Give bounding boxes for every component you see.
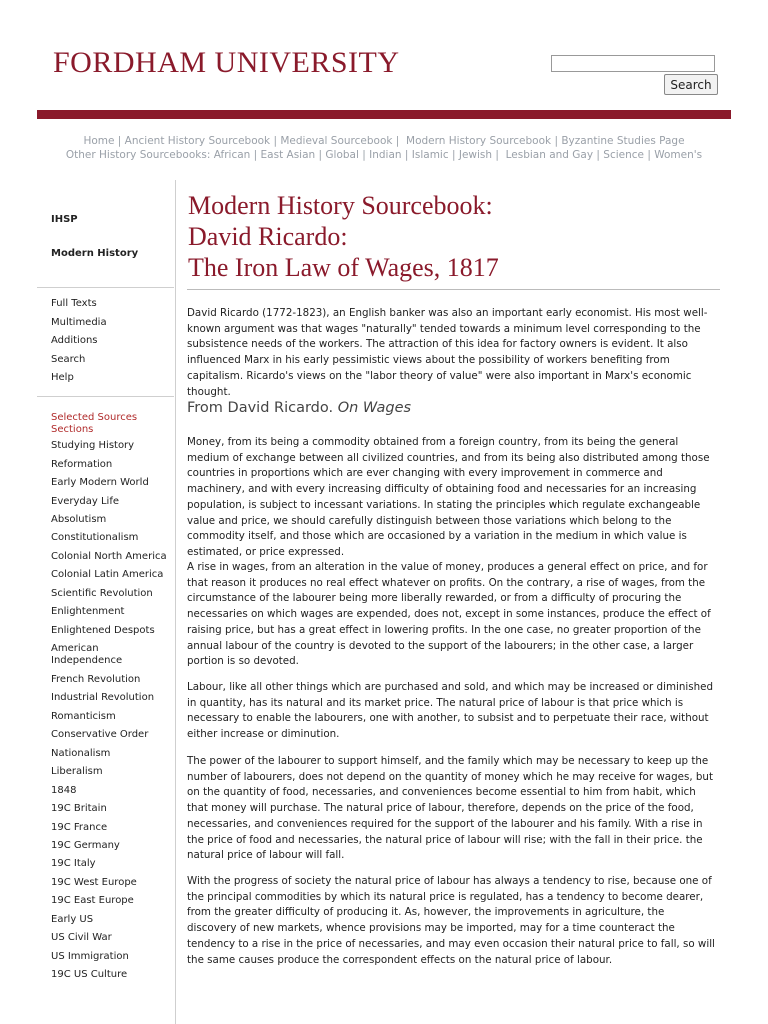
sidebar-sections-heading: Selected Sources Sections [51, 412, 138, 435]
sidebar-section-link[interactable]: 19C Britain [51, 803, 107, 814]
page-title [188, 190, 728, 283]
subheading-work-title: On Wages [337, 400, 412, 416]
sidebar-link-full-texts[interactable]: Full Texts [51, 298, 97, 309]
sidebar-link-help[interactable]: Help [51, 372, 74, 383]
nav-link-global[interactable]: Global [325, 149, 359, 161]
nav-link-womens[interactable]: Women's [654, 149, 703, 161]
search-button[interactable]: Search [664, 74, 718, 95]
intro-paragraph: David Ricardo (1772-1823), an English banker was also an important early economist. His most well-known argument was that wages "naturally" tended towards a minimum level corresponding to the subsistence needs of the workers. The attraction of this idea for factory owners is evident. It also influenced Marx in his early pessimistic views about the possibility of workers benefiting from capitalism. Ricardo's views on the "labor theory of value" were also important in Marx's economic thought. [187, 307, 708, 398]
nav-link-lesbian-gay[interactable]: Lesbian and Gay [505, 149, 594, 161]
nav-link-indian[interactable]: Indian [369, 149, 402, 161]
section-subheading [187, 400, 411, 416]
sidebar-section-link[interactable]: Conservative Order [51, 729, 149, 740]
sidebar-section-link[interactable]: Enlightened Despots [51, 625, 155, 636]
sidebar-section-link[interactable]: Early US [51, 914, 94, 925]
title-divider [187, 289, 720, 290]
sidebar-section-link[interactable]: 19C West Europe [51, 877, 137, 888]
header-divider-bar [37, 110, 731, 119]
fordham-logo[interactable]: FORDHAM UNIVERSITY [53, 46, 400, 79]
sidebar-section-link[interactable]: French Revolution [51, 674, 141, 685]
nav-link-jewish[interactable]: Jewish [458, 149, 493, 161]
sidebar-section-link[interactable]: 19C East Europe [51, 895, 134, 906]
sidebar-section-link[interactable]: Scientific Revolution [51, 588, 153, 599]
sidebar-section-link[interactable]: US Civil War [51, 932, 112, 943]
sidebar-link-search[interactable]: Search [51, 354, 86, 365]
sidebar-link-additions[interactable]: Additions [51, 335, 98, 346]
sidebar-divider [37, 287, 174, 288]
title-line: The Iron Law of Wages, 1817 [188, 253, 499, 282]
nav-link-science[interactable]: Science [603, 149, 644, 161]
subheading-prefix: From David Ricardo. [187, 400, 334, 416]
nav-link-african[interactable]: Other History Sourcebooks: African [65, 149, 251, 161]
sidebar-section-link[interactable]: 19C France [51, 822, 108, 833]
nav-link-byzantine[interactable]: Byzantine Studies Page [561, 135, 685, 147]
title-line: David Ricardo: [188, 222, 348, 251]
nav-row-1: Home | Ancient History Sourcebook | Medieval Sourcebook | Modern History Sourcebook | Byzantine Studies Page [83, 135, 685, 147]
nav-link-east-asian[interactable]: East Asian [260, 149, 316, 161]
sidebar-divider [37, 396, 174, 397]
sidebar-section-link[interactable]: Colonial Latin America [51, 569, 164, 580]
sidebar-section-link[interactable]: Colonial North America [51, 551, 167, 562]
nav-row-2: Other History Sourcebooks: African | East Asian | Global | Indian | Islamic | Jewish | Lesbian and Gay | Science | Women's [65, 149, 703, 161]
body-paragraph: A rise in wages, from an alteration in the value of money, produces a general effect on price, and for that reason it produces no real effect whatever on profits. On the contrary, a rise of wages, from the circumstance of the labourer being more liberally rewarded, or from a difficulty of procuring the necessaries on which wages are expended, does not, except in some instances, produce the effect of raising price, but has a great effect in lowering profits. In the one case, no greater proportion of the annual labour of the country is devoted to the support of the labourers; in the other case, a larger portion is so devoted. [187, 561, 711, 668]
sourcebook-nav [37, 134, 731, 162]
sidebar-section-link[interactable]: 19C Germany [51, 840, 120, 851]
sidebar-section-link[interactable]: Industrial Revolution [51, 692, 155, 703]
title-line: Modern History Sourcebook: [188, 191, 493, 220]
nav-link-home[interactable]: Home [83, 135, 115, 147]
body-paragraph: With the progress of society the natural price of labour has always a tendency to rise, because one of the principal commodities by which its natural price is regulated, has a tendency to become dearer, from the greater difficulty of producing it. As, however, the improvements in agriculture, the discovery of new markets, whence provisions may be imported, may for a time counteract the tendency to a rise in the price of necessaries, and may even occasion their natural price to fall, so will the same causes produce the correspondent effects on the natural price of labour. [187, 875, 715, 966]
nav-link-islamic[interactable]: Islamic [411, 149, 449, 161]
body-paragraph: Labour, like all other things which are purchased and sold, and which may be increased or diminished in quantity, has its natural and its market price. The natural price of labour is that price which is necessary to enable the labourers, one with another, to subsist and to perpetuate their race, without either increase or diminution. [187, 681, 713, 741]
sidebar-section-link[interactable]: Absolutism [51, 514, 107, 525]
sidebar-section-link[interactable]: 1848 [51, 785, 77, 796]
nav-link-ancient[interactable]: Ancient History Sourcebook [124, 135, 271, 147]
sidebar-section-link[interactable]: Everyday Life [51, 496, 120, 507]
sidebar-ihsp-link[interactable]: IHSP [51, 214, 78, 225]
sidebar [37, 180, 176, 1024]
sidebar-section-link[interactable]: Enlightenment [51, 606, 125, 617]
sidebar-section-link[interactable]: Early Modern World [51, 477, 149, 488]
body-paragraph: Money, from its being a commodity obtained from a foreign country, from its being the general medium of exchange between all civilized countries, and from its being also distributed among those countries in proportions which are ever changing with every improvement in commerce and machinery, and with every increasing difficulty of obtaining food and necessaries for an increasing population, is subject to incessant variations. In stating the principles which regulate exchangeable value and price, we should carefully distinguish between those variations which belong to the commodity itself, and those which are occasioned by a variation in the medium in which value is estimated, or price expressed. [187, 436, 710, 558]
sidebar-section-link[interactable]: Studying History [51, 440, 135, 451]
sidebar-section-link[interactable]: US Immigration [51, 951, 129, 962]
sidebar-section-link[interactable]: 19C US Culture [51, 969, 128, 980]
sidebar-section-link[interactable]: Constitutionalism [51, 532, 139, 543]
sidebar-section-link[interactable]: Reformation [51, 459, 113, 470]
search-input[interactable] [551, 55, 715, 72]
body-paragraph: The power of the labourer to support himself, and the family which may be necessary to keep up the number of labourers, does not depend on the quantity of money which he may receive for wages, but on the quantity of food, necessaries, and conveniences become essential to him from habit, which that money will purchase. The natural price of labour, therefore, depends on the price of the food, necessaries, and conveniences required for the support of the labourer and his family. With a rise in the price of food and necessaries, the natural price of labour will rise; with the fall in their price. the natural price of labour will fall. [187, 755, 713, 862]
sidebar-modern-history-link[interactable]: Modern History [51, 248, 139, 259]
sidebar-section-link[interactable]: Liberalism [51, 766, 103, 777]
nav-link-medieval[interactable]: Medieval Sourcebook [280, 135, 393, 147]
sidebar-section-link[interactable]: 19C Italy [51, 858, 96, 869]
sidebar-section-link[interactable]: American Independence [51, 643, 123, 666]
sidebar-section-link[interactable]: Romanticism [51, 711, 116, 722]
sidebar-section-link[interactable]: Nationalism [51, 748, 111, 759]
sidebar-link-multimedia[interactable]: Multimedia [51, 317, 107, 328]
nav-link-modern[interactable]: Modern History Sourcebook [406, 135, 552, 147]
